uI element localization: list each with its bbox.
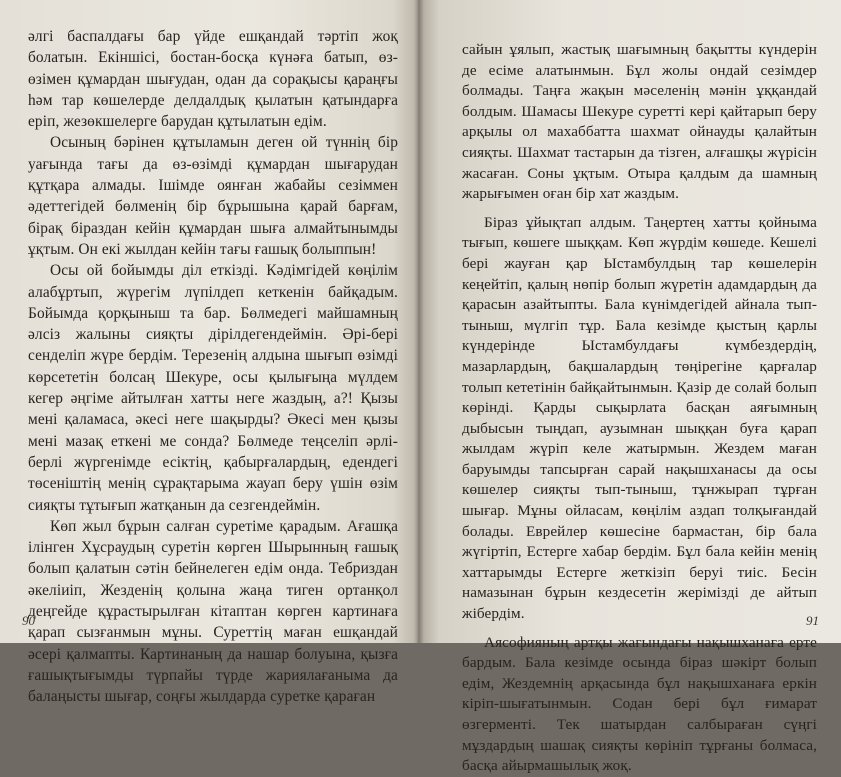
left-paragraph-1: әлгі баспалдағы бар үйде ешқандай тәртіп жоқ болатын. Екіншісі, бостан-босқа күнәға батып, өз-өзімен құмардан шығудан, одан да сорақысы қараңғы һәм тар көшелерде делдалдық қылатын қатындарға еріп, жезөкшелерге барудан құтылатын едім. <box>28 28 398 131</box>
left-paragraph-4: Көп жыл бұрын салған суретіме қарадым. Ағашқа ілінген Хұсраудың суретін көрген Шырынның ғашық болып қалатын сәтін бейнелеген едім онда. Тебриздан әкеліиіп, Жезденің қолына жаңа тиген ортанқол деңгейде құрастырылған кітаптан көрген картинаға қарап сызғанмын мұны. Суреттің маған ешқандай әсері қалмапты. Картинаның да нашар болуына, қызға ғашықтығымды түрпайы түрде жариялағаныма да балаңысты шығар, соңғы жылдарда суретке қараған <box>28 517 398 706</box>
right-paragraph-3: Аясофияның артқы жағындағы нақышханаға ерте бардым. Бала кезімде осында біраз шәкірт болып едім, Жездемнің арқасында бұл нақышханаға еркін кіріп-шығатынмын. Содан бері бұл ғимарат өзгерменті. Тек шатырдан салбыраған сүңгі мұздардың шашақ сияқты көрініп тұрғаны болмаса, басқа айырмашылық жоқ. <box>462 633 817 775</box>
right-page-number: 91 <box>806 613 819 628</box>
left-page <box>0 0 418 706</box>
right-paragraph-2: Біраз ұйықтап алдым. Таңертең хатты қойныма тығып, көшеге шыққам. Көп жүрдім көшеде. Кешелі бері жауған қар Ыстамбулдың тар көшелерін кеңейтіп, қалың нөпір болып жүретін адамдардың да қарасын азайтыпты. Бала күнімдегідей айнала тып-тыныш, мүлгіп тұр. Бала кезімде қыстың қарлы күндерінде Ыстамбулдағы күмбездердің, мазарлардың, бақшалардың төңірегіне қарғалар толып кететінін байқайтынмын. Қазір де солай болып көрінді. Қарды сықырлата басқан аяғымның дыбысын тыңдап, аузымнан шыққан буға қарап жылдам жүріп келе жатырмын. Жездем маған баруымды тапсырған сарай нақышханасы да осы көшелер сияқты тып-тыныш, тұнжырап тұрған шығар. Мұны ойласам, көңілім аздап толқығандай болады. Еврейлер көшесіне бармастан, бір бала жүгіртіп, Естерге хабар бердім. Бұл бала кейін менің хаттарымды Естерге жеткізіп беруі тиіс. Бесін намазынан бұрын кездесетін жерімізді де айтып жібердім. <box>462 213 817 623</box>
left-paragraph-2: Осының бәрінен құтыламын деген ой түннің бір уағында тағы да өз-өзімді құмардан шығарудан құтқара алмады. Ішімде оянған жабайы сезіммен әдеттегідей бөлменің бір бұрышына қарай барғам, бірақ біраздан кейін құмардан шыға алмайтынымды ұқтым. Он екі жылдан кейін тағы ғашық болыппын! <box>28 134 398 258</box>
right-paragraph-1: сайын ұялып, жастық шағымның бақытты күндерін де есіме алатынмын. Бұл жолы ондай сезімдер болмады. Таңға жақын мәселенің мәнін ұққандай болдым. Шамасы Шекуре суретті кері қайтарып беру арқылы ол махаббатта шахмат ойнауды қалайтын сияқты. Шахмат тастарын да тізген, алғашқы жүрісін жасаған. Соны ұқтым. Отыра қалдым да шамның жарығымен оған бір хат жаздым. <box>462 41 817 203</box>
left-page-number: 90 <box>22 613 35 628</box>
right-page <box>418 0 841 775</box>
left-paragraph-3: Осы ой бойымды діл еткізді. Кәдімгідей көңілім алабұртып, жүрегім лүпілдеп кеткенін байқадым. Бойымда қорқыныш та бар. Бөлмедегі майшамның әлсіз жалыны сияқты дірілдегендеймін. Әрі-бері сенделіп жүре бердім. Терезенің алдына шығып өзімді көрсететін болсаң Шекуре, осы қылығыңа мүлдем кегер әңгіме айтылған хатты неге жаздың, а?! Қызы мені қаламаса, әкесі неге шақырды? Әкесі мен қызы мені мазақ еткені ме сонда? Бөлмеде теңселіп әрлі-берлі жүргенімде есіктің, қабырғалардың, едендегі төсеніштің менің сұрақтарыма жауап беру үшін өзім сияқты тұтығып жатқанын да сезгендеймін. <box>28 262 398 514</box>
